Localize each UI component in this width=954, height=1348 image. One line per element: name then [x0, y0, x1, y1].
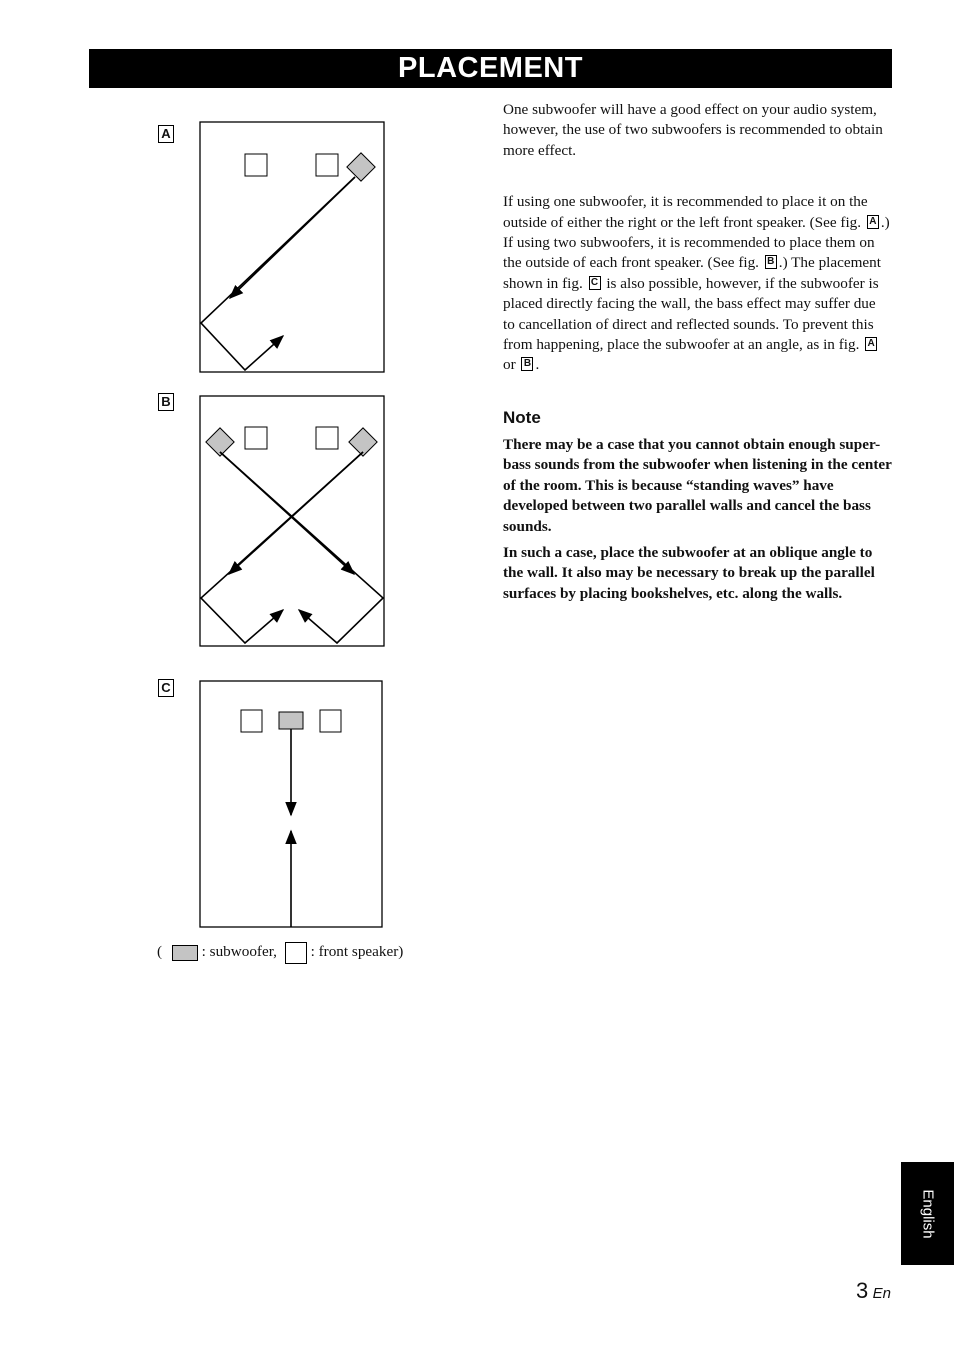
legend-front-speaker-text: : front speaker) [310, 943, 404, 960]
subwoofer [347, 153, 375, 181]
language-tab [901, 1162, 954, 1265]
note-body [503, 435, 893, 610]
language-tab-label: English [919, 1188, 936, 1239]
text-run: If using one subwoofer, it is recommended to place it on the outside of either the right or the left front speaker. (See fig. [503, 193, 868, 231]
figure-ref-a: A [865, 337, 877, 351]
intro-paragraph-2 [503, 192, 891, 376]
subwoofer [279, 712, 303, 729]
page-number-value: 3 [855, 1278, 869, 1303]
figure-a-label: A [158, 125, 174, 143]
figure-legend [157, 940, 403, 964]
page-number [856, 1278, 891, 1304]
note-heading: Note [503, 408, 541, 427]
legend-open-paren: ( [157, 943, 163, 960]
subwoofer-swatch-icon [172, 945, 198, 961]
figure-b-diagram [195, 391, 390, 651]
figure-ref-b: B [521, 357, 533, 371]
text-run: is also possible, however, if the subwoofer is placed directly facing the wall, the bass effect may suffer due to cancellation of direct and reflected sounds. To prevent this from happening, place the subwoofer at an angle, as in fig. [503, 274, 879, 354]
intro-section [503, 100, 891, 376]
front-speaker-right [320, 710, 341, 732]
figure-b-label: B [158, 393, 174, 411]
figure-a-diagram [195, 117, 390, 377]
front-speaker-left [245, 427, 267, 449]
figure-ref-c: C [589, 276, 601, 290]
legend-subwoofer-text: : subwoofer, [201, 943, 277, 960]
note-paragraph-2: In such a case, place the subwoofer at an oblique angle to the wall. It also may be necessary to break up the parallel surfaces by placing bookshelves, etc. along the walls. [503, 544, 875, 602]
figure-c-diagram [195, 676, 390, 936]
front-speaker-left [241, 710, 262, 732]
figure-c-label: C [158, 679, 174, 697]
figure-ref-a: A [867, 215, 879, 229]
page-number-suffix: En [872, 1285, 891, 1302]
note-paragraph-1: There may be a case that you cannot obtain enough super-bass sounds from the subwoofer when listening in the center of the room. This is because “standing waves” have developed between two parallel walls and cancel the bass sounds. [503, 436, 892, 535]
figure-ref-b: B [765, 255, 777, 269]
text-run: or [503, 356, 520, 374]
subwoofer-left [206, 428, 234, 456]
page-title: PLACEMENT [89, 49, 892, 88]
room-outline [200, 396, 384, 646]
text-run: .) The placement shown in fig. [503, 254, 881, 292]
text-run: .) If using two subwoofers, it is recommended to place them on the outside of each front speaker. (See fig. [503, 213, 890, 272]
intro-paragraph-1: One subwoofer will have a good effect on your audio system, however, the use of two subwoofers is recommended to obtain more effect. [503, 101, 883, 159]
front-speaker-left [245, 154, 267, 176]
front-speaker-right [316, 154, 338, 176]
front-speaker-swatch-icon [285, 942, 307, 964]
subwoofer-right [349, 428, 377, 456]
front-speaker-right [316, 427, 338, 449]
text-run: . [535, 356, 540, 374]
